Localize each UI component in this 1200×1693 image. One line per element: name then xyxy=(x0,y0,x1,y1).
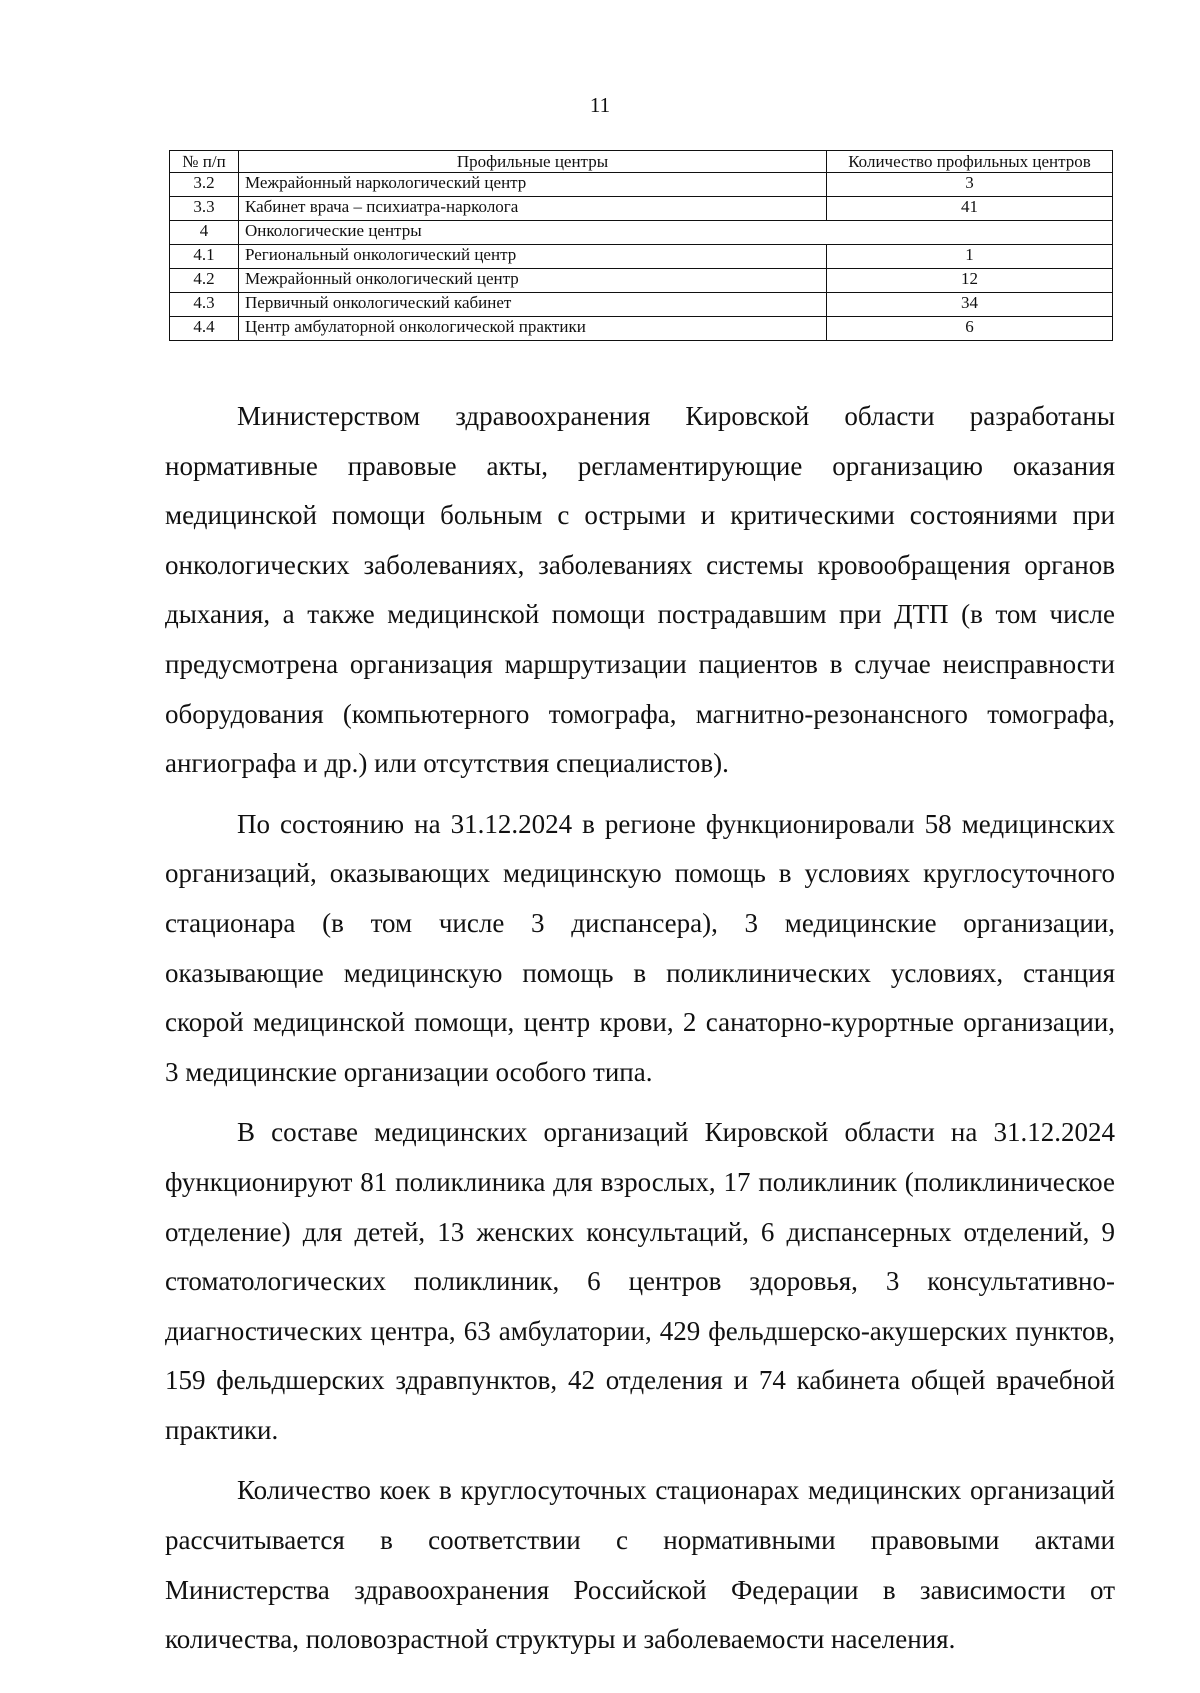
paragraph-bed-count: Количество коек в круглосуточных стационарах медицинских организаций рассчитывается в соответствии с нормативными правовыми актами Министерства здравоохранения Российской Федерации в зависимости от количества, половозрастной структуры и заболеваемости населения. xyxy=(165,1475,1115,1655)
row-center-name: Региональный онкологический центр xyxy=(239,245,827,269)
row-number: 4 xyxy=(170,221,239,245)
row-center-name: Межрайонный онкологический центр xyxy=(239,269,827,293)
row-count: 6 xyxy=(827,317,1113,341)
row-number: 4.2 xyxy=(170,269,239,293)
header-profile-centers: Профильные центры xyxy=(239,151,827,173)
profile-centers-table xyxy=(169,150,1113,341)
row-number: 4.3 xyxy=(170,293,239,317)
row-count: 34 xyxy=(827,293,1113,317)
row-center-name: Онкологические центры xyxy=(239,221,1113,245)
row-count: 3 xyxy=(827,173,1113,197)
table-header-row xyxy=(170,151,1113,173)
document-body xyxy=(165,392,1115,1676)
table-row xyxy=(170,269,1113,293)
row-center-name: Первичный онкологический кабинет xyxy=(239,293,827,317)
row-center-name: Межрайонный наркологический центр xyxy=(239,173,827,197)
table-row xyxy=(170,293,1113,317)
row-count: 1 xyxy=(827,245,1113,269)
row-center-name: Кабинет врача – психиатра-нарколога xyxy=(239,197,827,221)
paragraph-regulatory-acts: Министерством здравоохранения Кировской области разработаны нормативные правовые акты, регламентирующие организацию оказания медицинской помощи больным с острыми и критическими состояниями при онкологических заболеваниях, заболеваниях системы кровообращения органов дыхания, а также медицинской помощи пострадавшим при ДТП (в том числе предусмотрена организация маршрутизации пациентов в случае неисправности оборудования (компьютерного томографа, магнитно-резонансного томографа, ангиографа и др.) или отсутствия специалистов). xyxy=(165,401,1115,779)
table-row xyxy=(170,317,1113,341)
row-number: 4.4 xyxy=(170,317,239,341)
row-count: 41 xyxy=(827,197,1113,221)
header-centers-count: Количество профильных центров xyxy=(827,151,1113,173)
header-number: № п/п xyxy=(170,151,239,173)
paragraph-outpatient-units: В составе медицинских организаций Кировской области на 31.12.2024 функционируют 81 поликлиника для взрослых, 17 поликлиник (поликлиническое отделение) для детей, 13 женских консультаций, 6 диспансерных отделений, 9 стоматологических поликлиник, 6 центров здоровья, 3 консультативно-диагностических центра, 63 амбулатории, 429 фельдшерско-акушерских пунктов, 159 фельдшерских здравпунктов, 42 отделения и 74 кабинета общей врачебной практики. xyxy=(165,1117,1115,1445)
row-number: 3.2 xyxy=(170,173,239,197)
row-number: 3.3 xyxy=(170,197,239,221)
row-number: 4.1 xyxy=(170,245,239,269)
row-center-name: Центр амбулаторной онкологической практики xyxy=(239,317,827,341)
table-row xyxy=(170,221,1113,245)
paragraph-organizations-count: По состоянию на 31.12.2024 в регионе функционировали 58 медицинских организаций, оказывающих медицинскую помощь в условиях круглосуточного стационара (в том числе 3 диспансера), 3 медицинские организации, оказывающие медицинскую помощь в поликлинических условиях, станция скорой медицинской помощи, центр крови, 2 санаторно-курортные организации, 3 медицинские организации особого типа. xyxy=(165,808,1115,1087)
row-count: 12 xyxy=(827,269,1113,293)
table-row xyxy=(170,245,1113,269)
table-row xyxy=(170,197,1113,221)
page-number: 11 xyxy=(589,93,611,117)
table-row xyxy=(170,173,1113,197)
